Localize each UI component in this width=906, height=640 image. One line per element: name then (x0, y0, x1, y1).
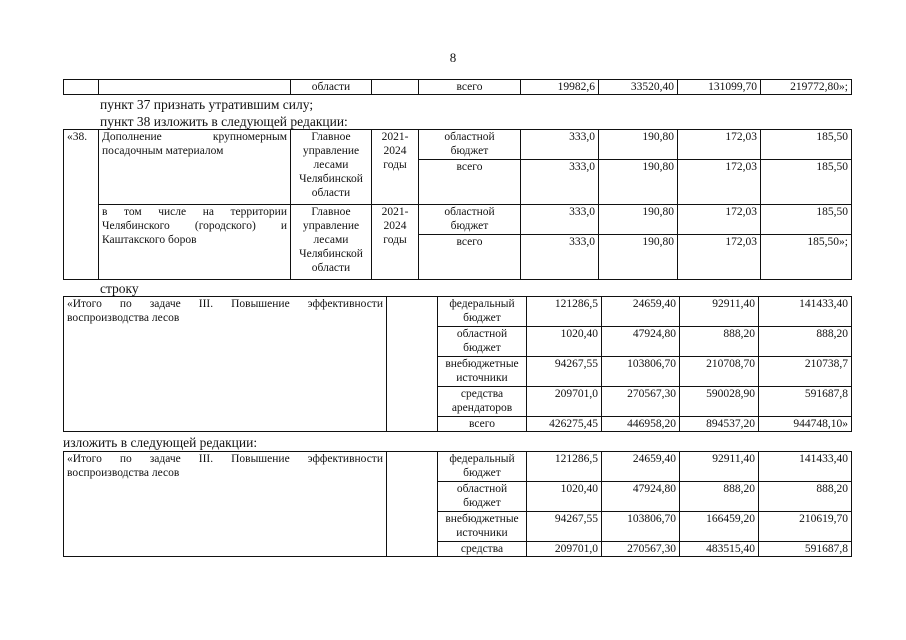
value-cell: 190,80 (599, 160, 678, 205)
value-cell: 190,80 (599, 130, 678, 160)
value-cell: 888,20 (759, 327, 852, 357)
executor-cell: Главное управление лесами Челябинской области (291, 130, 372, 205)
source-cell: федеральный бюджет (438, 452, 527, 482)
value-cell: 333,0 (521, 130, 599, 160)
value-cell: 131099,70 (678, 80, 761, 95)
value-cell: 24659,40 (602, 452, 680, 482)
value-cell: 166459,20 (680, 512, 759, 542)
value-cell: 888,20 (759, 482, 852, 512)
row-number: «38. (64, 130, 99, 280)
value-cell: 172,03 (678, 160, 761, 205)
value-cell: 210738,7 (759, 357, 852, 387)
value-cell: 141433,40 (759, 297, 852, 327)
note-paragraph: пункт 37 признать утратившим силу; (100, 97, 314, 112)
table-row (64, 130, 852, 160)
note-paragraph: пункт 38 изложить в следующей редакции: (100, 114, 348, 129)
value-cell: 888,20 (680, 482, 759, 512)
value-cell: 333,0 (521, 160, 599, 205)
table-row (64, 80, 852, 95)
total-name-cell: «Итого по задаче III. Повышение эффективности воспроизводства лесов (64, 297, 387, 432)
value-cell: 92911,40 (680, 452, 759, 482)
source-cell: внебюджетные источники (438, 357, 527, 387)
source-cell: всего (419, 235, 521, 280)
value-cell: 47924,80 (602, 482, 680, 512)
table-total-old (63, 296, 852, 432)
value-cell: 270567,30 (602, 542, 680, 557)
value-cell: 33520,40 (599, 80, 678, 95)
value-cell: 185,50 (761, 130, 852, 160)
value-cell: 219772,80»; (761, 80, 852, 95)
value-cell: 446958,20 (602, 417, 680, 432)
value-cell: 210708,70 (680, 357, 759, 387)
source-cell: средства (438, 542, 527, 557)
source-cell: областной бюджет (419, 130, 521, 160)
source-cell: областной бюджет (438, 482, 527, 512)
value-cell: 209701,0 (527, 542, 602, 557)
value-cell: 185,50 (761, 205, 852, 235)
note-paragraph: строку (100, 281, 139, 296)
source-cell: всего (419, 80, 521, 95)
measure-name-cell: в том числе на территории Челябинского (городского) и Каштакского боров (99, 205, 291, 280)
value-cell: 591687,8 (759, 542, 852, 557)
source-cell: областной бюджет (419, 205, 521, 235)
value-cell: 185,50»; (761, 235, 852, 280)
source-cell: внебюджетные источники (438, 512, 527, 542)
value-cell: 591687,8 (759, 387, 852, 417)
value-cell: 333,0 (521, 235, 599, 280)
value-cell: 94267,55 (527, 512, 602, 542)
value-cell: 1020,40 (527, 327, 602, 357)
value-cell: 483515,40 (680, 542, 759, 557)
value-cell: 172,03 (678, 205, 761, 235)
page-number: 8 (449, 50, 457, 65)
value-cell: 270567,30 (602, 387, 680, 417)
table-continuation (63, 79, 852, 95)
value-cell: 47924,80 (602, 327, 680, 357)
value-cell: 19982,6 (521, 80, 599, 95)
source-cell: всего (438, 417, 527, 432)
executor-cell: Главное управление лесами Челябинской области (291, 205, 372, 280)
table-row (64, 452, 852, 482)
value-cell: 103806,70 (602, 357, 680, 387)
table-total-new (63, 451, 852, 557)
value-cell: 185,50 (761, 160, 852, 205)
value-cell: 103806,70 (602, 512, 680, 542)
table-row (64, 297, 852, 327)
value-cell: 94267,55 (527, 357, 602, 387)
value-cell: 209701,0 (527, 387, 602, 417)
source-cell: всего (419, 160, 521, 205)
value-cell: 172,03 (678, 235, 761, 280)
value-cell: 333,0 (521, 205, 599, 235)
value-cell: 210619,70 (759, 512, 852, 542)
value-cell: 92911,40 (680, 297, 759, 327)
value-cell: 1020,40 (527, 482, 602, 512)
value-cell: 190,80 (599, 205, 678, 235)
value-cell: 426275,45 (527, 417, 602, 432)
source-cell: областной бюджет (438, 327, 527, 357)
measure-name-cell: Дополнение крупномерным посадочным материалом (99, 130, 291, 205)
value-cell: 190,80 (599, 235, 678, 280)
value-cell: 172,03 (678, 130, 761, 160)
value-cell: 894537,20 (680, 417, 759, 432)
total-name-cell: «Итого по задаче III. Повышение эффективности воспроизводства лесов (64, 452, 387, 557)
executor-cell: области (291, 80, 372, 95)
table-item-38 (63, 129, 852, 280)
value-cell: 24659,40 (602, 297, 680, 327)
value-cell: 121286,5 (527, 452, 602, 482)
source-cell: федеральный бюджет (438, 297, 527, 327)
value-cell: 141433,40 (759, 452, 852, 482)
value-cell: 590028,90 (680, 387, 759, 417)
note-paragraph: изложить в следующей редакции: (63, 435, 258, 450)
value-cell: 944748,10» (759, 417, 852, 432)
table-row (64, 205, 852, 235)
period-cell: 2021- 2024 годы (372, 130, 419, 205)
value-cell: 121286,5 (527, 297, 602, 327)
period-cell: 2021- 2024 годы (372, 205, 419, 280)
source-cell: средства арендаторов (438, 387, 527, 417)
value-cell: 888,20 (680, 327, 759, 357)
